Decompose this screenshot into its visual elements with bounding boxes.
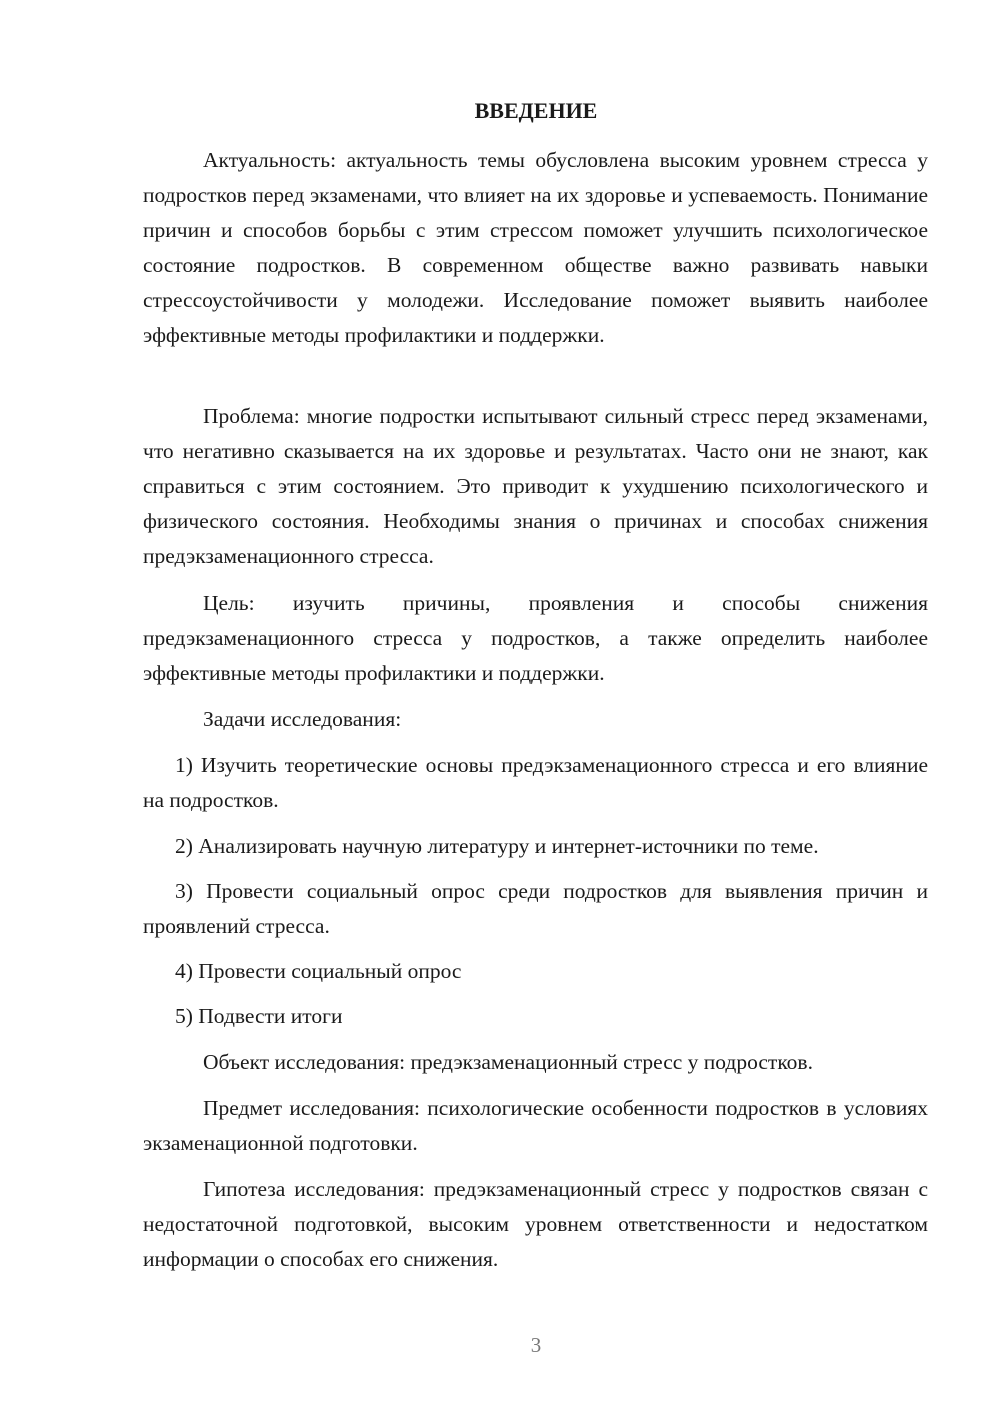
task-item-5: 5) Подвести итоги — [175, 1004, 343, 1028]
page-title: ВВЕДЕНИЕ — [474, 98, 598, 123]
paragraph-subject: Предмет исследования: психологические особенности подростков в условиях экзаменационной подготовки. — [143, 1096, 928, 1155]
task-item-1: 1) Изучить теоретические основы предэкзаменационного стресса и его влияние на подростков. — [143, 753, 928, 812]
paragraph-relevance: Актуальность: актуальность темы обусловлена высоким уровнем стресса у подростков перед экзаменами, что влияет на их здоровье и успеваемость. Понимание причин и способов борьбы с этим стрессом поможет улучшить психологическое состояние подростков. В современном обществе важно развивать навыки стрессоустойчивости у молодежи. Исследование поможет выявить наиболее эффективные методы профилактики и поддержки. — [143, 148, 928, 347]
page-number: 3 — [530, 1333, 542, 1357]
task-item-3: 3) Провести социальный опрос среди подростков для выявления причин и проявлений стресса. — [143, 879, 928, 938]
task-item-2: 2) Анализировать научную литературу и интернет-источники по теме. — [175, 834, 819, 858]
paragraph-tasks-heading: Задачи исследования: — [203, 707, 402, 731]
paragraph-hypothesis: Гипотеза исследования: предэкзаменационный стресс у подростков связан с недостаточной подготовкой, высоким уровнем ответственности и недостатком информации о способах его снижения. — [143, 1177, 928, 1271]
paragraph-problem: Проблема: многие подростки испытывают сильный стресс перед экзаменами, что негативно сказывается на их здоровье и результатах. Часто они не знают, как справиться с этим состоянием. Это приводит к ухудшению психологического и физического состояния. Необходимы знания о причинах и способах снижения предэкзаменационного стресса. — [143, 404, 928, 568]
paragraph-goal: Цель: изучить причины, проявления и способы снижения предэкзаменационного стресса у подростков, а также определить наиболее эффективные методы профилактики и поддержки. — [143, 591, 928, 685]
task-item-4: 4) Провести социальный опрос — [175, 959, 462, 983]
paragraph-object: Объект исследования: предэкзаменационный стресс у подростков. — [203, 1050, 813, 1074]
